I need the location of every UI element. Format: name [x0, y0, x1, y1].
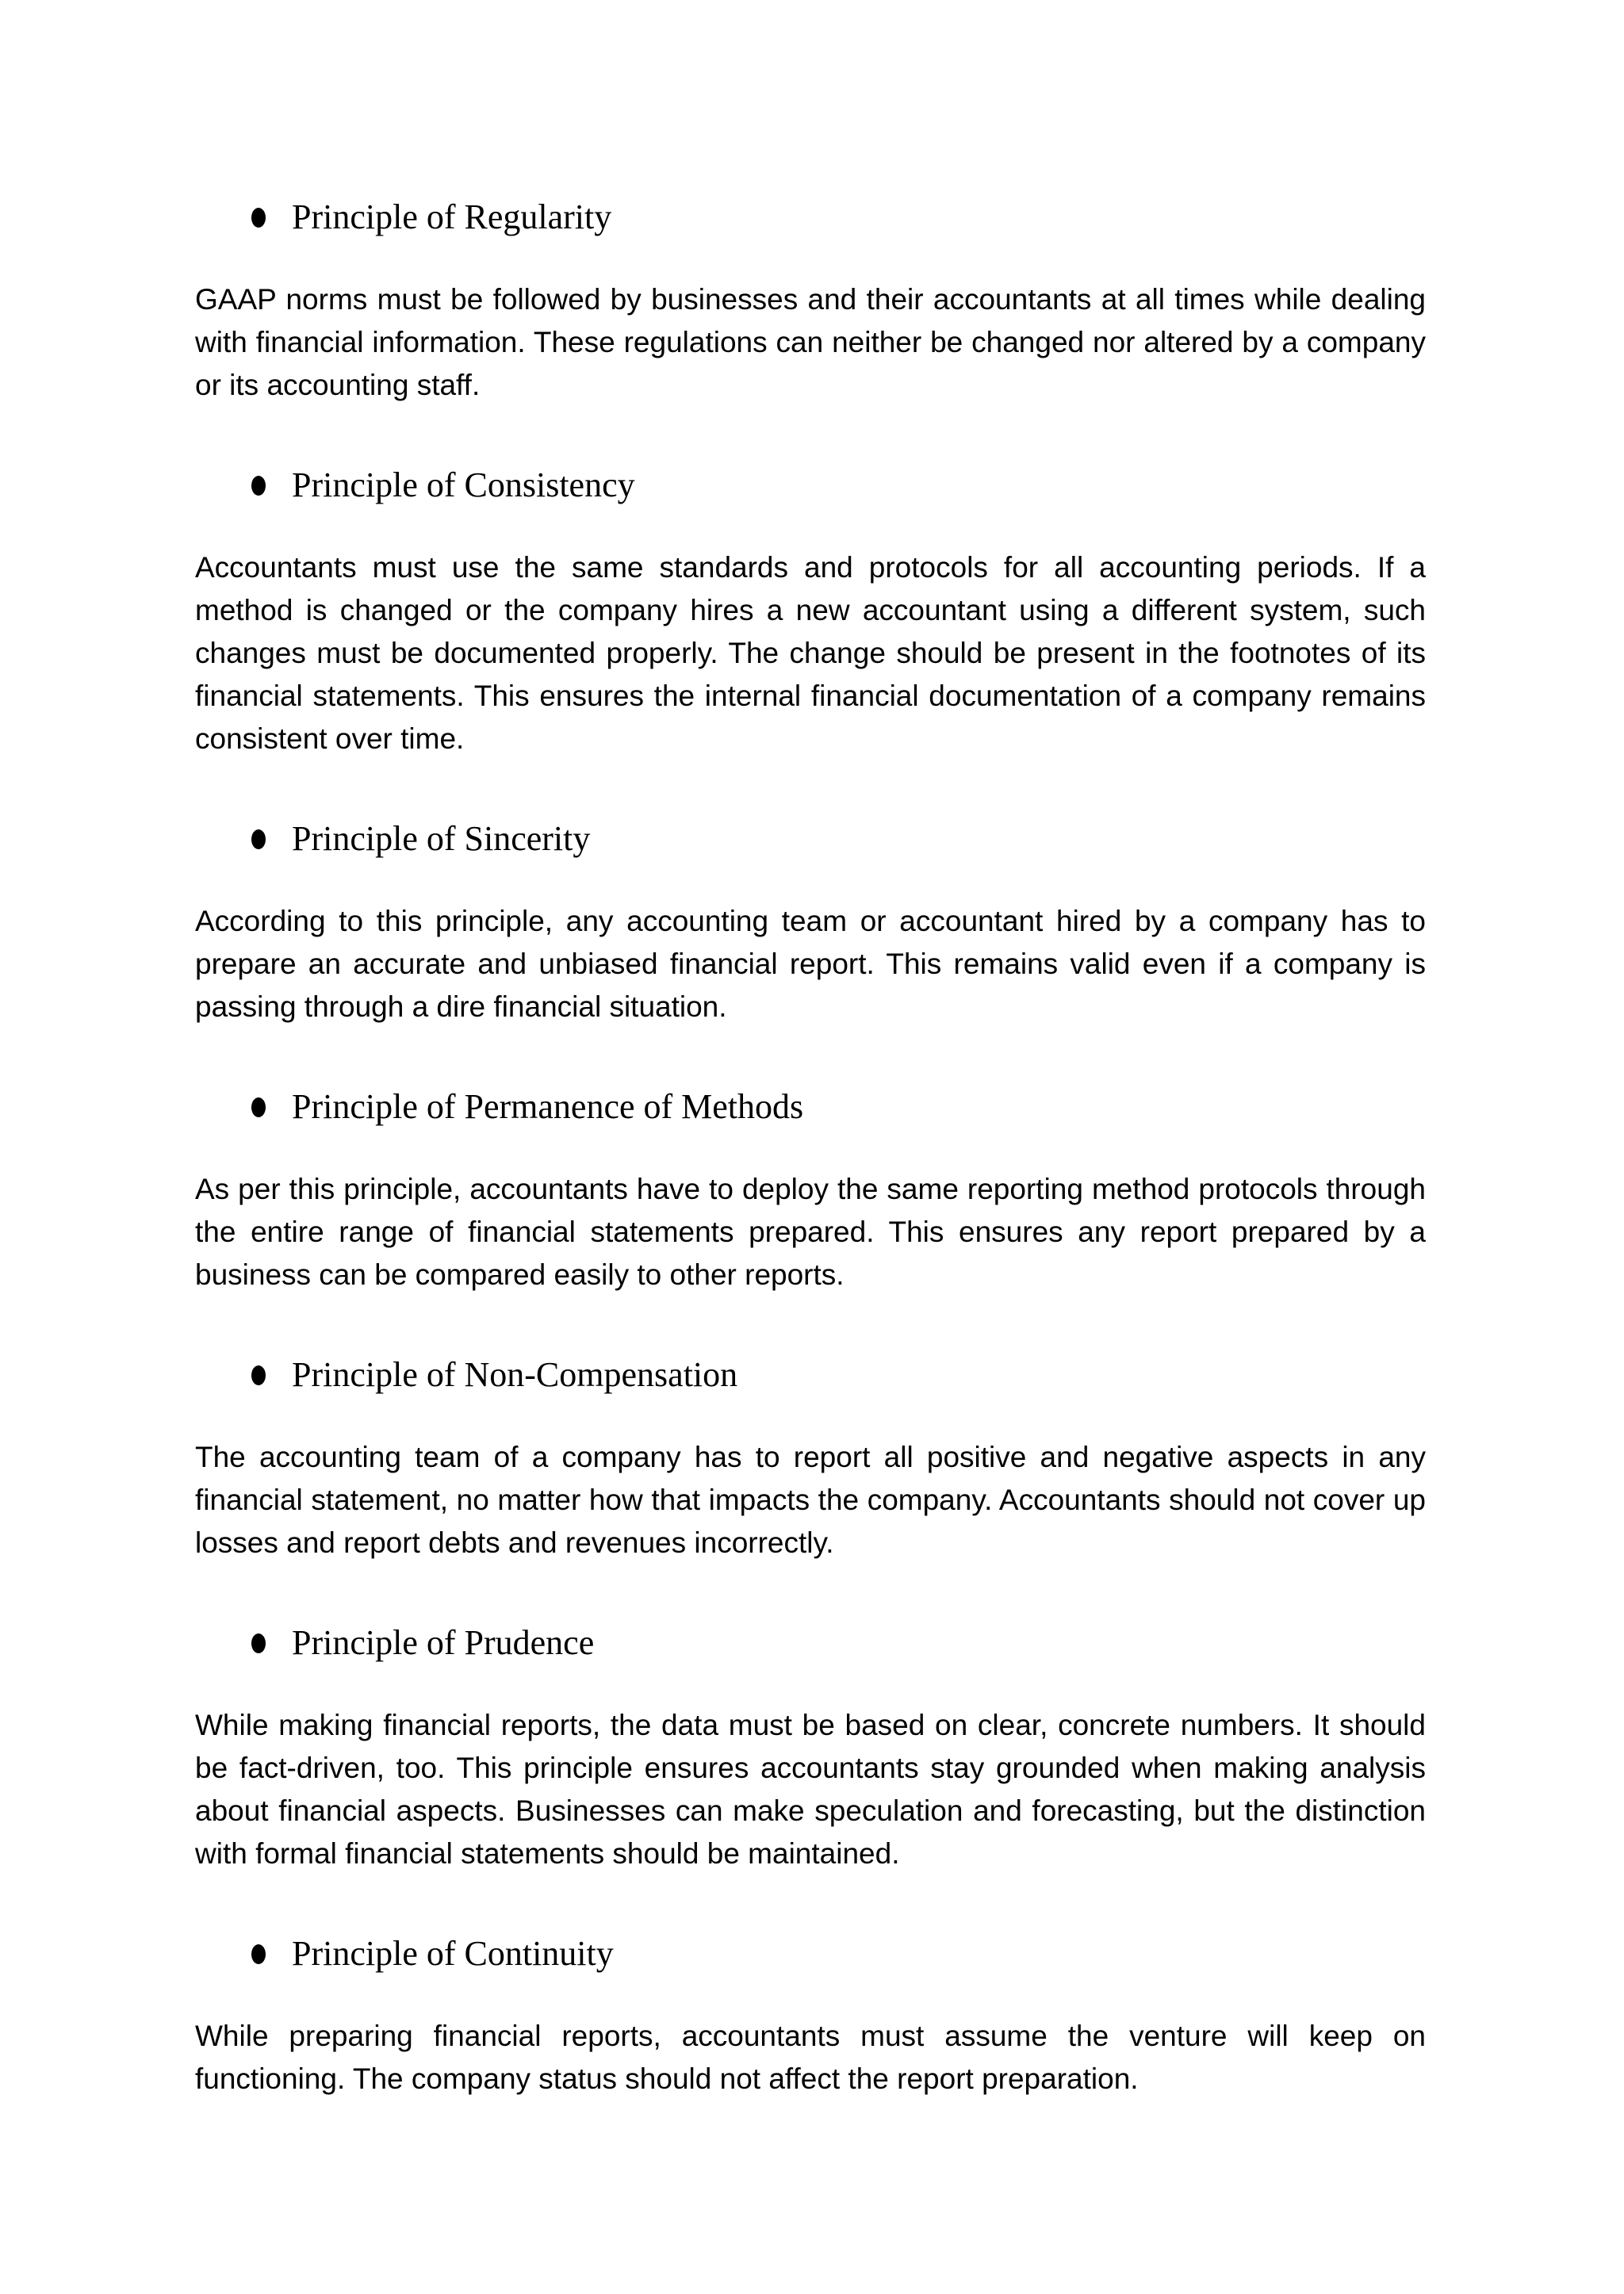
bullet-icon — [246, 829, 292, 849]
section-heading — [195, 462, 1426, 508]
section-paragraph: As per this principle, accountants have to deploy the same reporting method protocols through the entire range of financial statements prepared. This ensures any report prepared by a business can be compared easily to other reports. — [195, 1173, 1426, 1291]
bullet-icon — [246, 1097, 292, 1117]
section-heading — [195, 1931, 1426, 1977]
bullet-icon — [246, 208, 292, 228]
bullet-icon — [246, 476, 292, 496]
principle-section — [195, 1931, 1426, 2101]
document-body — [195, 194, 1426, 2101]
section-heading-text: Principle of Regularity — [292, 197, 612, 236]
section-heading-text: Principle of Sincerity — [292, 819, 591, 858]
principle-section — [195, 462, 1426, 760]
section-heading-text: Principle of Non-Compensation — [292, 1355, 738, 1394]
section-paragraph: The accounting team of a company has to report all positive and negative aspects in any financial statement, no matter how that impacts the company. Accountants should not cover up losses and report debts and revenues incorrectly. — [195, 1441, 1426, 1559]
section-paragraph: Accountants must use the same standards and protocols for all accounting periods. If a method is changed or the company hires a new accountant using a different system, such changes must be documented properly. The change should be present in the footnotes of its financial statements. This ensures the internal financial documentation of a company remains consistent over time. — [195, 551, 1426, 755]
section-heading — [195, 194, 1426, 240]
principle-section — [195, 1084, 1426, 1296]
principle-section — [195, 816, 1426, 1028]
section-paragraph: While preparing financial reports, accountants must assume the venture will keep on functioning. The company status should not affect the report preparation. — [195, 2020, 1426, 2095]
section-heading-text: Principle of Permanence of Methods — [292, 1087, 804, 1126]
principle-section — [195, 1620, 1426, 1875]
principle-section — [195, 194, 1426, 407]
bullet-icon — [246, 1944, 292, 1964]
section-heading — [195, 816, 1426, 862]
bullet-icon — [246, 1633, 292, 1653]
section-heading — [195, 1620, 1426, 1666]
section-heading-text: Principle of Prudence — [292, 1623, 595, 1662]
section-heading — [195, 1352, 1426, 1398]
section-paragraph: GAAP norms must be followed by businesses and their accountants at all times while dealing with financial information. These regulations can neither be changed nor altered by a company or its accounting staff. — [195, 283, 1426, 401]
section-paragraph: According to this principle, any accounting team or accountant hired by a company has to prepare an accurate and unbiased financial report. This remains valid even if a company is passing through a dire financial situation. — [195, 905, 1426, 1023]
section-heading — [195, 1084, 1426, 1130]
bullet-icon — [246, 1365, 292, 1385]
section-heading-text: Principle of Continuity — [292, 1934, 614, 1973]
section-paragraph: While making financial reports, the data must be based on clear, concrete numbers. It should be fact-driven, too. This principle ensures accountants stay grounded when making analysis about financial aspects. Businesses can make speculation and forecasting, but the distinction with formal financial statements should be maintained. — [195, 1709, 1426, 1870]
principle-section — [195, 1352, 1426, 1564]
section-heading-text: Principle of Consistency — [292, 465, 635, 504]
